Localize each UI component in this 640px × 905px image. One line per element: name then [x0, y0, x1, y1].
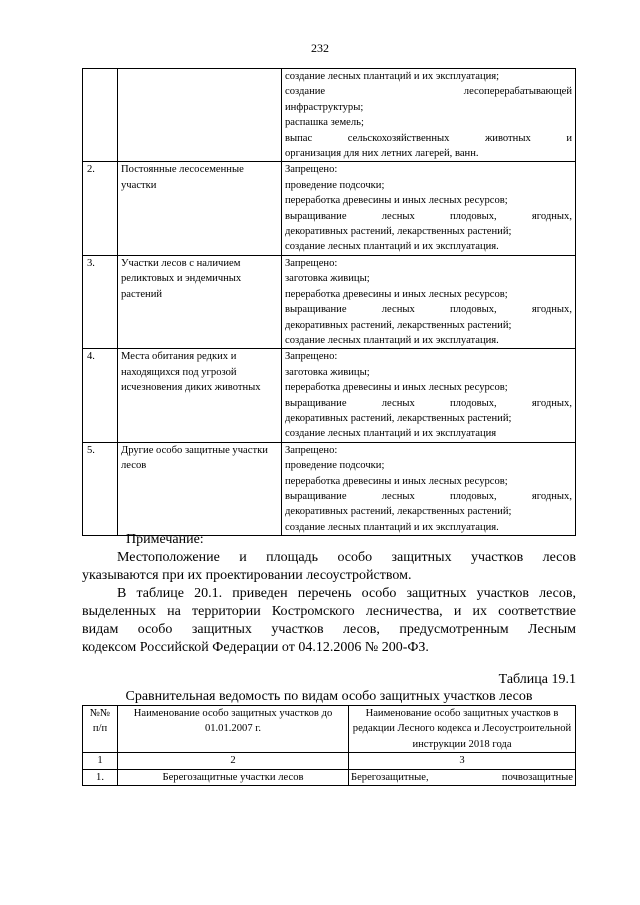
area-type-cell: Постоянные лесосеменные участки: [118, 162, 282, 255]
area-type-cell: Места обитания редких и находящихся под угрозой исчезновения диких животных: [118, 349, 282, 442]
table-row: [83, 162, 576, 255]
restriction-line: декоративных растений, лекарственных растений;: [285, 506, 512, 518]
area-type-cell: [118, 69, 282, 162]
restrictions-table: [82, 68, 576, 536]
restriction-line: создание лесных плантаций и их эксплуатация.: [285, 334, 499, 346]
paragraph-line: В таблице 20.1. приведен перечень особо защитных участков лесов,: [117, 586, 576, 601]
restriction-line: заготовка живицы;: [285, 273, 370, 285]
restrictions-cell: [282, 349, 576, 442]
paragraph-line: указываются при их проектировании лесоустройством.: [82, 568, 412, 583]
restriction-line: создание лесных плантаций и их эксплуатация;: [285, 71, 500, 82]
restrictions-cell: [282, 162, 576, 255]
restriction-line: переработка древесины и иных лесных ресурсов;: [285, 288, 508, 300]
paragraph-line: Местоположение и площадь особо защитных участков лесов: [117, 550, 576, 565]
restriction-line: организация для них летних лагерей, ванн.: [285, 148, 479, 160]
restrictions-cell: [282, 442, 576, 535]
restrictions-cell: [282, 69, 576, 162]
table-header-row: [83, 706, 576, 753]
restriction-line: выращивание лесных плодовых, ягодных,: [285, 397, 572, 409]
restriction-line: создание лесных плантаций и их эксплуатация.: [285, 241, 499, 253]
table-row: [83, 69, 576, 162]
paragraph-line: кодексом Российской Федерации от 04.12.2006 № 200-ФЗ.: [82, 640, 429, 655]
restriction-line: проведение подсочки;: [285, 179, 385, 191]
header-cell-new-name: Наименование особо защитных участков в редакции Лесного кодекса и Лесоустроительной инструкции 2018 года: [349, 706, 576, 753]
row-number: [83, 69, 118, 162]
row-number: 1.: [83, 769, 118, 785]
index-cell: 2: [118, 753, 349, 769]
restriction-line: выращивание лесных плодовых, ягодных,: [285, 304, 572, 316]
note-paragraph: [82, 549, 576, 585]
header-cell-number: №№ п/п: [83, 706, 118, 753]
restriction-line: инфраструктуры;: [285, 101, 364, 113]
header-cell-old-name: Наименование особо защитных участков до 01.01.2007 г.: [118, 706, 349, 753]
page-number: 232: [311, 41, 329, 55]
paragraph-line: выделенных на территории Костромского лесничества, и их соответствие: [82, 604, 576, 619]
restriction-line: проведение подсочки;: [285, 460, 385, 472]
row-number: 5.: [83, 442, 118, 535]
restriction-line: переработка древесины и иных лесных ресурсов;: [285, 475, 508, 487]
table-row: [83, 255, 576, 348]
restriction-line: выпас сельскохозяйственных животных и: [285, 132, 572, 144]
restriction-line: заготовка живицы;: [285, 366, 370, 378]
restriction-line: распашка земель;: [285, 117, 364, 129]
restriction-line: переработка древесины и иных лесных ресурсов;: [285, 382, 508, 394]
table-row: [83, 349, 576, 442]
restriction-line: создание лесных плантаций и их эксплуатация: [285, 428, 497, 440]
index-cell: 1: [83, 753, 118, 769]
restriction-line: декоративных растений, лекарственных растений;: [285, 226, 512, 238]
restriction-line: выращивание лесных плодовых, ягодных,: [285, 210, 572, 222]
index-cell: 3: [349, 753, 576, 769]
table-index-row: [83, 753, 576, 769]
comparison-table: [82, 705, 576, 786]
table-label: Таблица 19.1: [498, 672, 576, 687]
restriction-line: выращивание лесных плодовых, ягодных,: [285, 490, 572, 502]
body-paragraph: [82, 585, 576, 657]
restriction-line: Запрещено:: [285, 351, 338, 363]
paragraph-line: видам особо защитных участков лесов, предусмотренным Лесным: [82, 622, 576, 637]
restriction-line: Запрещено:: [285, 164, 338, 176]
restriction-line: Запрещено:: [285, 444, 338, 456]
restriction-line: декоративных растений, лекарственных растений;: [285, 412, 512, 424]
restriction-line: Запрещено:: [285, 257, 338, 269]
note-label: Примечание:: [126, 532, 204, 547]
table-row: [83, 442, 576, 535]
restriction-line: декоративных растений, лекарственных растений;: [285, 319, 512, 331]
row-number: 2.: [83, 162, 118, 255]
restriction-line: создание лесоперерабатывающей: [285, 86, 572, 98]
new-name-cell: Берегозащитные, почвозащитные: [349, 769, 576, 785]
restriction-line: создание лесных плантаций и их эксплуатация.: [285, 521, 499, 533]
area-type-cell: Другие особо защитные участки лесов: [118, 442, 282, 535]
row-number: 4.: [83, 349, 118, 442]
old-name-cell: Берегозащитные участки лесов: [118, 769, 349, 785]
area-type-cell: Участки лесов с наличием реликтовых и эндемичных растений: [118, 255, 282, 348]
row-number: 3.: [83, 255, 118, 348]
table-caption: Сравнительная ведомость по видам особо защитных участков лесов: [125, 689, 533, 704]
restriction-line: переработка древесины и иных лесных ресурсов;: [285, 195, 508, 207]
table-row: [83, 769, 576, 785]
restrictions-cell: [282, 255, 576, 348]
